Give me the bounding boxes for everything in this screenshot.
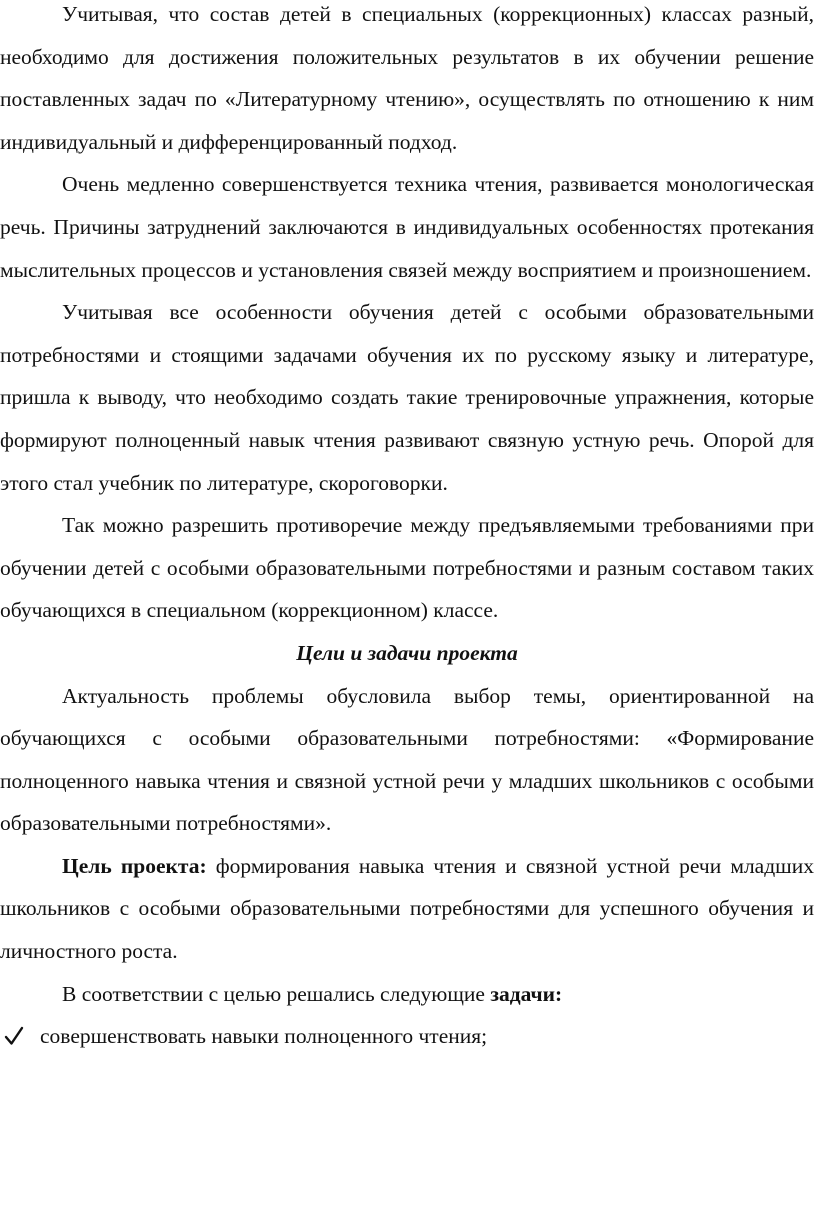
- paragraph-reading-technique: Очень медленно совершенствуется техника чтения, развивается монологическая речь. Причины затруднений заключаются в индивидуальных особенностях протекания мыслительных процессов и установления связей между восприятием и произношением.: [0, 172, 814, 282]
- task-item-text: совершенствовать навыки полноценного чтения;: [40, 1024, 488, 1049]
- section-heading: Цели и задачи проекта: [296, 640, 518, 665]
- goal-text: формирования навыка чтения и связной устной речи младших школьников с особыми образовательными потребностями для успешного обучения и личностного роста.: [0, 853, 814, 964]
- paragraph-tasks-intro: [0, 973, 814, 1016]
- tasks-label: задачи:: [490, 981, 563, 1006]
- tasks-intro-text: В соответствии с целью решались следующие: [62, 981, 491, 1006]
- paragraph-contradiction: Так можно разрешить противоречие между предъявляемыми требованиями при обучении детей с особыми образовательными потребностями и разным составом таких обучающихся в специальном (коррекционном) классе.: [0, 513, 814, 623]
- paragraph-exercises: Учитывая все особенности обучения детей с особыми образовательными потребностями и стоящими задачами обучения их по русскому языку и литературе, пришла к выводу, что необходимо создать такие тренировочные упражнения, которые формируют полноценный навык чтения развивают связную устную речь. Опорой для этого стал учебник по литературе, скороговорки.: [0, 300, 814, 495]
- checkmark-icon: [4, 1015, 26, 1057]
- paragraph-approach: Учитывая, что состав детей в специальных (коррекционных) классах разный, необходимо для достижения положительных результатов в их обучении решение поставленных задач по «Литературному чтению», осуществлять по отношению к ним индивидуальный и дифференцированный подход.: [0, 2, 814, 154]
- paragraph-goal: [0, 845, 814, 973]
- paragraph-relevance: Актуальность проблемы обусловила выбор темы, ориентированной на обучающихся с особыми образовательными потребностями: «Формирование полноценного навыка чтения и связной устной речи у младших школьников с особыми образовательными потребностями».: [0, 683, 814, 836]
- goal-label: Цель проекта:: [62, 853, 207, 878]
- task-item: [0, 1015, 814, 1058]
